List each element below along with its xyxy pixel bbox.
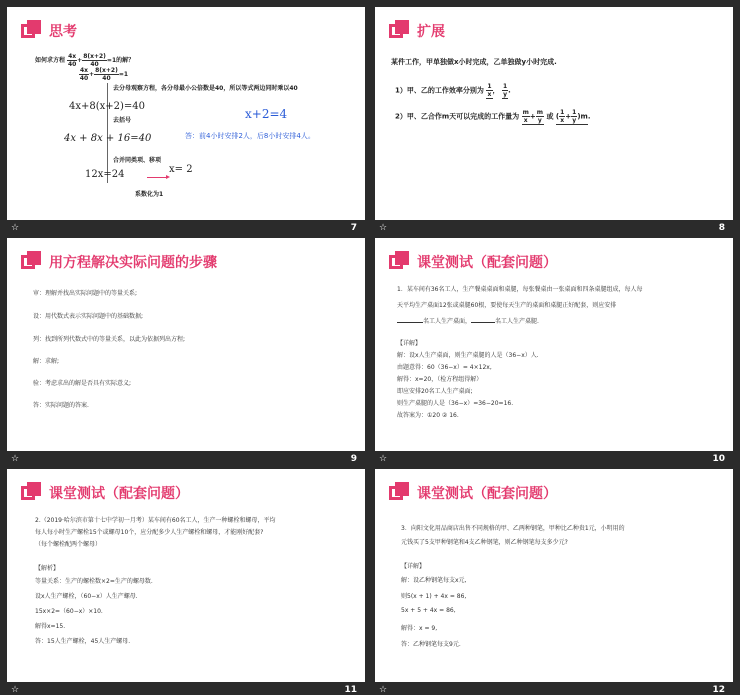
answer-text: 答：前4小时安排2人，后8小时安排4人。 xyxy=(185,132,315,140)
step-1: 审：理解并找出实际问题中的等量关系; xyxy=(33,290,138,297)
equation-1: 4x+8(x+2)=40 xyxy=(69,101,146,112)
star-icon: ☆ xyxy=(11,223,20,233)
solution-line: 即应安排20名工人生产桌面; xyxy=(397,388,473,395)
slide-number: 12 xyxy=(712,685,725,695)
question-line: 如何求方程 $\frac{4x}{40}$ + $\frac{8(x+2)}{40}$ =1的解？ xyxy=(35,53,135,68)
step-4: 解：求解; xyxy=(33,358,60,365)
logo-icon xyxy=(21,20,41,40)
note-3: 合并同类项、移项 xyxy=(113,157,162,164)
solution-line: 则5(x + 1) + 4x = 86, xyxy=(401,593,467,600)
star-icon: ☆ xyxy=(379,223,388,233)
solution-title: 【详解】 xyxy=(397,340,422,347)
step-5: 验：考虑求出的解是否具有实际意义; xyxy=(33,380,132,387)
slide-number: 7 xyxy=(350,223,357,233)
slide-title: 扩展 xyxy=(417,24,445,40)
solution-title: 【详解】 xyxy=(401,563,426,570)
solution-line: 设x人生产螺栓，（60−x）人生产螺母. xyxy=(35,593,138,600)
solution-line: 等量关系：生产的螺栓数×2=生产的螺母数. xyxy=(35,578,153,585)
slide-title: 思考 xyxy=(49,24,77,40)
solution-line: 解：设x人生产桌面，则生产桌腿的人是（36−x）人. xyxy=(397,352,539,359)
question-2: 2）甲、乙合作m天可以完成的工作量为 $\frac{m}{x}$ + $\frac{m}{y}$ 或 ( $\frac{1}{x}$ + $\frac{1}{y}$ )m. xyxy=(395,109,591,124)
arrow-icon xyxy=(147,177,167,178)
equation-2: 4x + 8x + 16=40 xyxy=(64,133,152,144)
logo-icon xyxy=(389,482,409,502)
logo-icon xyxy=(21,251,41,271)
solution-title: 【解析】 xyxy=(35,565,60,572)
solution-line: 解得：x=20，（检方程组得解） xyxy=(397,376,483,383)
note-2: 去括号 xyxy=(113,117,132,124)
slide-number: 10 xyxy=(712,454,725,464)
solution-line: 5x + 5 + 4x = 86, xyxy=(401,607,456,614)
problem-line-2: 元钱买了5支甲种钢笔和4支乙种钢笔，则乙种钢笔每支多少元? xyxy=(401,539,568,546)
solution-line: 故答案为：①20 ② 16. xyxy=(397,412,459,419)
problem-line-2: 每人每小时生产螺栓15个或螺母10个，应分配多少人生产螺栓和螺母，才能刚好配套? xyxy=(35,529,264,536)
problem-line-3: （每个螺栓配两个螺母） xyxy=(35,541,102,548)
slide-10[interactable] xyxy=(375,238,733,465)
slide-number: 9 xyxy=(350,454,357,464)
question-1: 1）甲、乙的工作效率分别为 $\frac{1}{x}$ ， $\frac{1}{y}$ . xyxy=(395,83,511,98)
slide-11[interactable] xyxy=(7,469,365,695)
problem-line-1: 2.（2019·哈尔滨市第十七中学初一月考）某车间有60名工人，生产一种螺栓和螺母，平均 xyxy=(35,517,276,524)
star-icon: ☆ xyxy=(379,454,388,464)
problem-line-1: 3．向阳文化用品商店出售不同规格的甲、乙两种钢笔，甲种比乙种贵1元，小明用的 xyxy=(401,525,625,532)
slide-12[interactable] xyxy=(375,469,733,695)
step-equation: $\frac{4x}{40}$ + $\frac{8(x+2)}{40}$ =1 xyxy=(79,67,129,82)
slide-7[interactable] xyxy=(7,7,365,234)
step-2: 设：用代数式表示实际问题中的基础数据; xyxy=(33,313,144,320)
equation-5: x+2=4 xyxy=(245,107,288,121)
intro-text: 某件工作，甲单独做x小时完成，乙单独做y小时完成. xyxy=(391,58,557,66)
slide-title: 课堂测试（配套问题） xyxy=(417,255,557,271)
step-6: 答：实际问题的答案. xyxy=(33,402,89,409)
solution-line: 答：乙种钢笔每支9元. xyxy=(401,641,461,648)
star-icon: ☆ xyxy=(11,685,20,695)
problem-line-3: 名工人生产桌面， 名工人生产桌腿. xyxy=(397,316,539,325)
solution-line: 解得：x = 9, xyxy=(401,625,438,632)
problem-line-2: 天平均生产桌面12张或桌腿60根，要使每天生产的桌面和桌腿正好配套，则应安排 xyxy=(397,302,617,309)
star-icon: ☆ xyxy=(379,685,388,695)
solution-line: 15x×2=（60−x）×10. xyxy=(35,608,103,615)
slide-title: 课堂测试（配套问题） xyxy=(49,486,189,502)
equation-4: x= 2 xyxy=(169,164,193,175)
solution-line: 则生产桌腿的人是（36−x）=36−20=16. xyxy=(397,400,514,407)
note-4: 系数化为1 xyxy=(135,191,164,198)
slide-8[interactable] xyxy=(375,7,733,234)
slide-title: 课堂测试（配套问题） xyxy=(417,486,557,502)
logo-icon xyxy=(389,20,409,40)
star-icon: ☆ xyxy=(11,454,20,464)
logo-icon xyxy=(389,251,409,271)
slide-title: 用方程解决实际问题的步骤 xyxy=(49,255,217,271)
step-3: 列：找到所列代数式中的等量关系，以此为依据列出方程; xyxy=(33,336,186,343)
slide-number: 11 xyxy=(344,685,357,695)
note-1: 去分母观察方程，各分母最小公倍数是40，所以等式两边同时乘以40 xyxy=(113,85,298,92)
equation-3: 12x=24 xyxy=(85,169,125,180)
logo-icon xyxy=(21,482,41,502)
solution-line: 答：15人生产螺栓，45人生产螺母. xyxy=(35,638,131,645)
slide-number: 8 xyxy=(718,223,725,233)
solution-line: 由题意得：60（36−x）= 4×12x, xyxy=(397,364,492,371)
problem-line-1: 1．某车间有36名工人，生产餐桌桌面和桌腿，每张餐桌由一张桌面和四条桌腿组成，每人每 xyxy=(397,286,643,293)
slide-9[interactable] xyxy=(7,238,365,465)
solution-line: 解得x=15. xyxy=(35,623,66,630)
solution-line: 解：设乙种钢笔每支x元, xyxy=(401,577,467,584)
